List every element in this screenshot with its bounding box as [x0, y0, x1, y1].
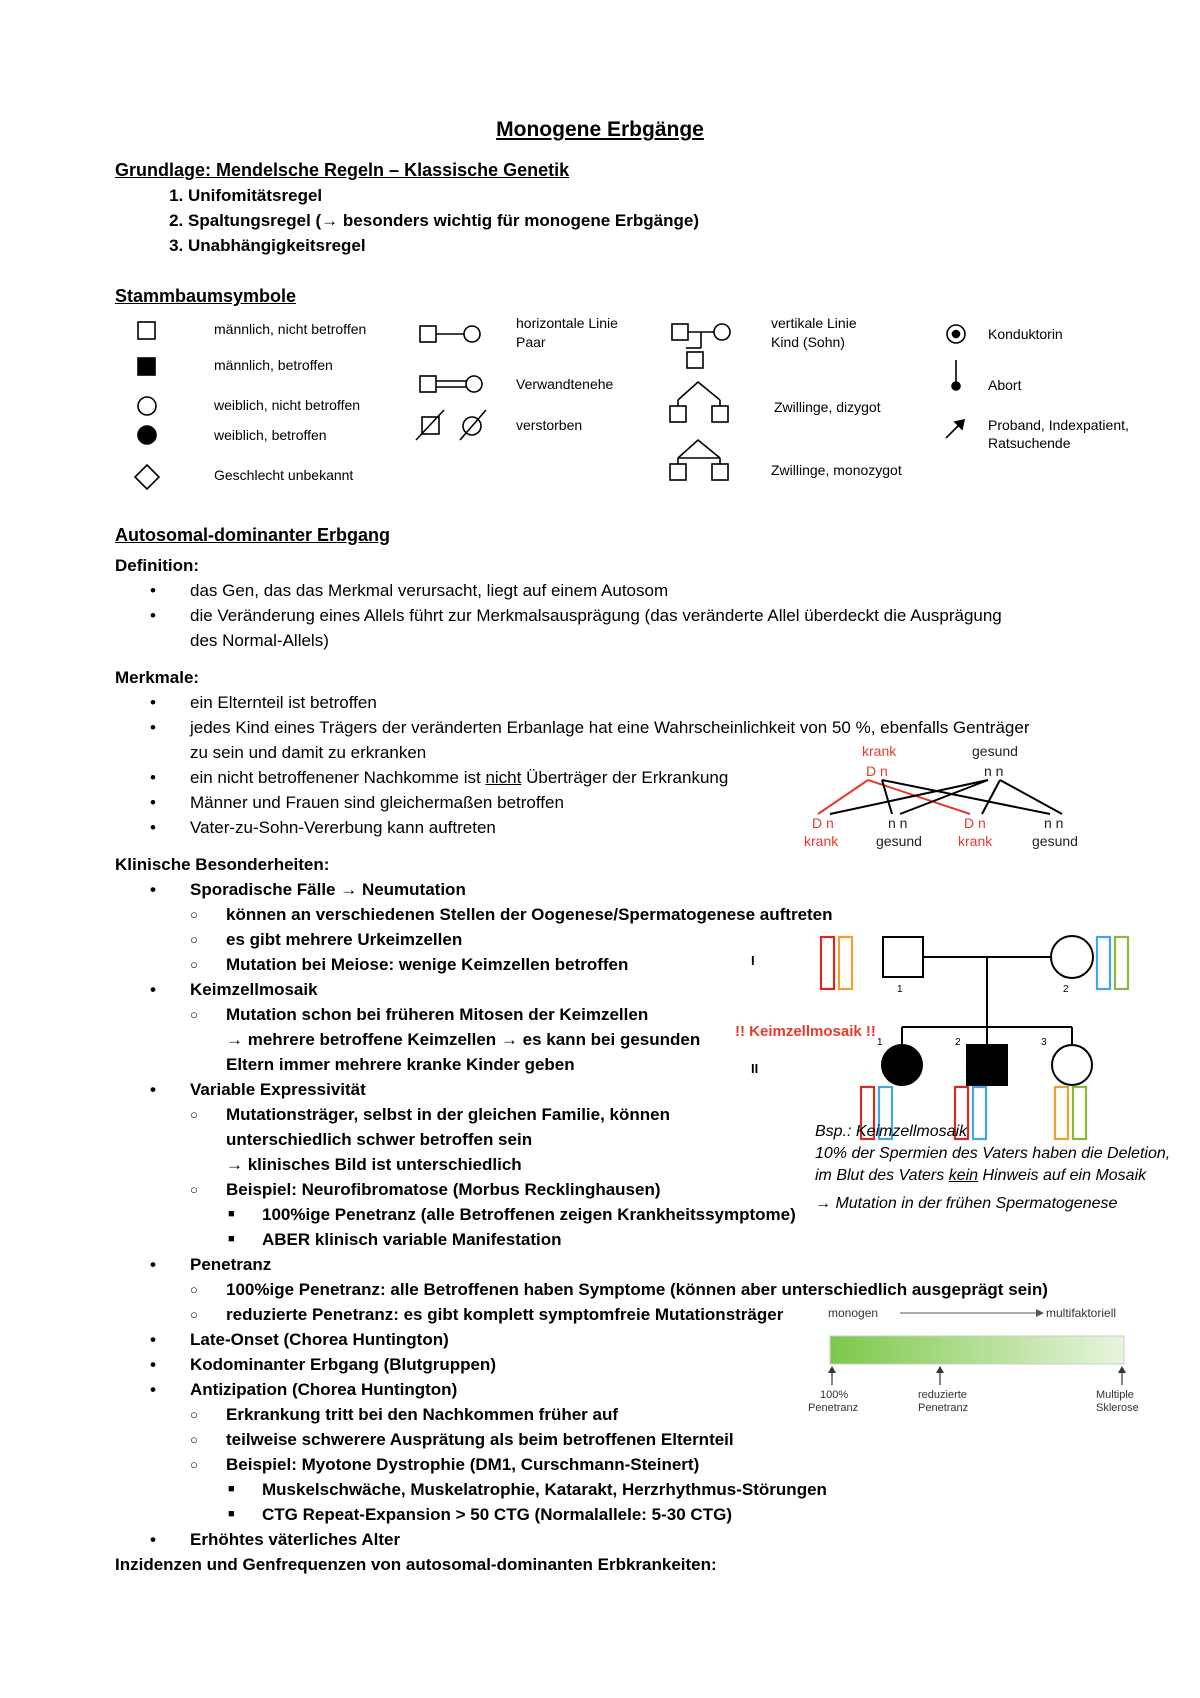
pedigree-symbols-legend [100, 310, 1200, 490]
dm1-sublist [226, 1477, 1048, 1527]
son-affected-symbol [967, 1045, 1007, 1085]
conductor-label: Konduktorin [988, 326, 1063, 342]
child1-genotype: D n [812, 815, 834, 831]
child4-genotype: n n [1044, 815, 1064, 831]
father-symbol [883, 937, 923, 977]
mother-number: 2 [1063, 984, 1069, 995]
daughter-affected-symbol [882, 1045, 922, 1085]
pair-symbol [420, 326, 436, 342]
father-number: 1 [897, 984, 903, 995]
child3-number: 3 [1041, 1037, 1047, 1048]
child4-status: gesund [1032, 833, 1078, 849]
definition-label: Definition: [115, 556, 200, 575]
spectrum-marker3-label: Multiple [1096, 1389, 1134, 1401]
child3-status: krank [958, 833, 993, 849]
sex-unknown-symbol [135, 465, 159, 489]
list-item: ○ Beispiel: Neurofibromatose (Morbus Recklinghausen) ■ 100%ige Penetranz (alle Betroffenen zeigen Krankheitssymptome) ■ ABER klinisch variable Manifestation [226, 1177, 1048, 1252]
child3-genotype: D n [964, 815, 986, 831]
vertical-line-label: vertikale Linie [771, 315, 857, 331]
list-item: • Vater-zu-Sohn-Vererbung kann auftreten [150, 815, 1029, 840]
penetrance-spectrum-figure [800, 1303, 1160, 1413]
list-item: • Männer und Frauen sind gleichermaßen betroffen [150, 790, 1029, 815]
features-label: Merkmale: [115, 668, 200, 687]
clinical-label: Klinische Besonderheiten: [115, 855, 330, 874]
twins-monozygotic-symbol [678, 440, 720, 458]
list-item: • ein nicht betroffenener Nachkomme ist nicht Überträger der Erkrankung [150, 765, 1029, 790]
incidences-heading: Inzidenzen und Genfrequenzen von autosomal-dominanten Erbkrankeiten: [115, 1555, 717, 1574]
page-title: Monogene Erbgänge [496, 118, 704, 141]
list-item: • Sporadische Fälle → Neumutation ○ können an verschiedenen Stellen der Oogenese/Spermatogenese auftreten ○ es gibt mehrere Urkeimzellen ○ Mutation bei Meiose: wenige Keimzellen betroffen [150, 877, 1048, 977]
child2-number: 2 [955, 1037, 961, 1048]
spectrum-left-label: monogen [828, 1306, 879, 1320]
child1-status: krank [804, 833, 839, 849]
list-item: ○ Beispiel: Myotone Dystrophie (DM1, Curschmann-Steinert) ■ Muskelschwäche, Muskelatrophie, Katarakt, Herzrhythmus-Störungen ■ CTG Repeat-Expansion > 50 CTG (Normalallele: 5-30 CTG) [226, 1452, 1048, 1527]
spectrum-marker2-label-2: Penetranz [918, 1402, 969, 1413]
symbols-heading: Stammbaumsymbole [115, 286, 297, 306]
mosaic-caption-3: im Blut des Vaters kein Hinweis auf ein Mosaik [815, 1167, 1147, 1184]
parent1-genotype: D n [866, 763, 888, 779]
mosaic-warning: !! Keimzellmosaik !! [735, 1023, 876, 1040]
list-item: • das Gen, das das Merkmal verursacht, liegt auf einem Autosom [150, 578, 1002, 603]
list-item: ■ ABER klinisch variable Manifestation [262, 1227, 1048, 1252]
parent2-genotype: n n [984, 763, 1004, 779]
dominant-cross-diagram [800, 742, 1100, 854]
horizontal-line-label: horizontale Linie [516, 315, 618, 331]
male-unaffected-symbol [138, 322, 155, 339]
list-item: • Antizipation (Chorea Huntington) ○ Erkrankung tritt bei den Nachkommen früher auf ○ teilweise schwerere Ausprätung als beim betroffenen Elternteil ○ Beispiel: Myotone Dystrophie (DM1, Curschmann-Steinert) ■ Muskelschwäche, Muskelatrophie, Katarakt, Herzrhythmus-Störungen ■ CTG Repeat-Expansion > 50 CTG (Normalallele: 5-30 CTG) [150, 1377, 1048, 1527]
child2-status: gesund [876, 833, 922, 849]
pair-label: Paar [516, 334, 546, 350]
spectrum-marker3-label-2: Sklerose [1096, 1402, 1139, 1413]
list-item: ■ Muskelschwäche, Muskelatrophie, Katarakt, Herzrhythmus-Störungen [262, 1477, 1048, 1502]
anticipation-sublist [190, 1402, 1048, 1527]
twins-dizygotic-symbol [678, 382, 720, 400]
list-item: ○ es gibt mehrere Urkeimzellen [226, 927, 1048, 952]
mosaic-caption-2: 10% der Spermien des Vaters haben die Deletion, [815, 1145, 1171, 1162]
list-item: ○ 100%ige Penetranz: alle Betroffenen haben Symptome (können aber unterschiedlich ausgeprägt sein) [226, 1277, 1048, 1302]
list-item: ○ Mutationsträger, selbst in der gleichen Familie, können unterschiedlich schwer betroffen sein → klinisches Bild ist unterschiedlich [226, 1102, 1048, 1177]
child1-number: 1 [877, 1037, 883, 1048]
list-item: • Keimzellmosaik ○ Mutation schon bei früheren Mitosen der Keimzellen → mehrere betroffene Keimzellen → es kann bei gesunden Eltern immer mehrere kranke Kinder geben [150, 977, 1048, 1077]
list-item: ○ Erkrankung tritt bei den Nachkommen früher auf [226, 1402, 1048, 1427]
daughter-unaffected-symbol [1052, 1045, 1092, 1085]
male-affected-label: männlich, betroffen [214, 357, 333, 373]
grundlage-heading: Grundlage: Mendelsche Regeln – Klassische Genetik [115, 160, 570, 180]
parent2-status: gesund [972, 743, 1018, 759]
twins-dizygotic-label: Zwillinge, dizygot [774, 399, 881, 415]
spectrum-marker2-label: reduzierte [918, 1389, 967, 1401]
twins-monozygotic-label: Zwillinge, monozygot [771, 462, 902, 478]
female-unaffected-label: weiblich, nicht betroffen [214, 397, 361, 413]
mother-symbol [1051, 936, 1093, 978]
child2-genotype: n n [888, 815, 908, 831]
parent1-status: krank [862, 743, 897, 759]
female-unaffected-symbol [138, 397, 156, 415]
mosaic-caption-4: → Mutation in der frühen Spermatogenese [815, 1195, 1118, 1212]
list-item: • jedes Kind eines Trägers der veränderten Erbanlage hat eine Wahrscheinlichkeit von 50 %, ebenfalls Genträger zu sein und damit zu erkranken [150, 715, 1029, 765]
ad-heading: Autosomal-dominanter Erbgang [115, 525, 391, 545]
female-affected-label: weiblich, betroffen [214, 427, 327, 443]
vertical-line-symbol [672, 324, 688, 340]
abortion-label: Abort [988, 377, 1022, 393]
list-item: • ein Elternteil ist betroffen [150, 690, 1029, 715]
list-item: • die Veränderung eines Allels führt zur Merkmalsausprägung (das veränderte Allel überdeckt die Ausprägung des Normal-Allels) [150, 603, 1002, 653]
female-affected-symbol [138, 426, 156, 444]
definition-list [150, 578, 1002, 653]
consanguineous-symbol [420, 376, 436, 392]
proband-label: Proband, Indexpatient, [988, 417, 1129, 433]
list-item: ■ CTG Repeat-Expansion > 50 CTG (Normalallele: 5-30 CTG) [262, 1502, 1048, 1527]
list-item: ○ reduzierte Penetranz: es gibt komplett symptomfreie Mutationsträger [226, 1302, 1048, 1327]
deceased-label: verstorben [516, 417, 583, 433]
list-item: ○ teilweise schwerere Ausprätung als beim betroffenen Elternteil [226, 1427, 1048, 1452]
male-affected-symbol [138, 358, 155, 375]
list-item: ○ können an verschiedenen Stellen der Oogenese/Spermatogenese auftreten [226, 902, 1048, 927]
list-item: • Penetranz ○ 100%ige Penetranz: alle Betroffenen haben Symptome (können aber unterschiedlich ausgeprägt sein) ○ reduzierte Penetranz: es gibt komplett symptomfreie Mutationsträger [150, 1252, 1048, 1327]
list-item: 2. Spaltungsregel (→ besonders wichtig für monogene Erbgänge) [188, 208, 699, 233]
generation-2-label: II [751, 1061, 759, 1076]
list-item: • Late-Onset (Chorea Huntington) [150, 1327, 1048, 1352]
list-item: ■ 100%ige Penetranz (alle Betroffenen zeigen Krankheitssymptome) [262, 1202, 1048, 1227]
list-item: • Kodominanter Erbgang (Blutgruppen) [150, 1352, 1048, 1377]
generation-1-label: I [751, 953, 755, 968]
spectrum-right-label: multifaktoriell [1046, 1306, 1117, 1320]
mendel-rules-list [150, 183, 699, 258]
list-item: • Variable Expressivität ○ Mutationsträger, selbst in der gleichen Familie, können unterschiedlich schwer betroffen sein → klinisches Bild ist unterschiedlich ○ Beispiel: Neurofibromatose (Morbus Recklinghausen) ■ 100%ige Penetranz (alle Betroffenen zeigen Krankheitssymptome) ■ ABER klinisch variable Manifestation [150, 1077, 1048, 1252]
list-item: 1. Unifomitätsregel [188, 183, 699, 208]
spectrum-bar [830, 1336, 1124, 1364]
list-item: • Erhöhtes väterliches Alter [150, 1527, 1048, 1552]
spectrum-marker1-label: 100% [820, 1389, 849, 1401]
list-item: ○ Mutation bei Meiose: wenige Keimzellen betroffen [226, 952, 1048, 977]
list-item: 3. Unabhängigkeitsregel [188, 233, 699, 258]
consanguineous-label: Verwandtenehe [516, 376, 614, 392]
proband-label-2: Ratsuchende [988, 435, 1071, 451]
male-unaffected-label: männlich, nicht betroffen [214, 321, 367, 337]
list-item: ○ Mutation schon bei früheren Mitosen der Keimzellen → mehrere betroffene Keimzellen → es kann bei gesunden Eltern immer mehrere kranke Kinder geben [226, 1002, 1048, 1077]
mosaic-caption-1: Bsp.: Keimzellmosaik [815, 1123, 968, 1140]
sex-unknown-label: Geschlecht unbekannt [214, 467, 354, 483]
spectrum-marker1-label-2: Penetranz [808, 1402, 859, 1413]
child-son-label: Kind (Sohn) [771, 334, 845, 350]
